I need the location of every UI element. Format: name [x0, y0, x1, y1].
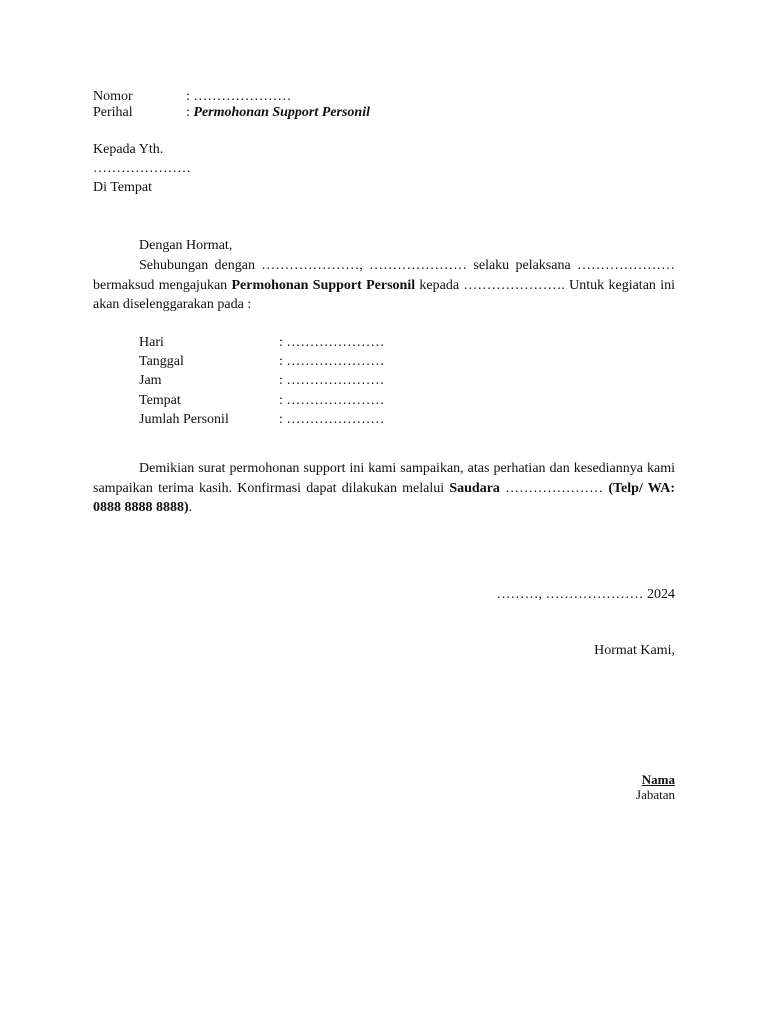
detail-label-jumlah-personil: Jumlah Personil — [139, 412, 229, 427]
detail-value-jam: : ………………… — [279, 373, 385, 388]
detail-value-jumlah-personil: : ………………… — [279, 412, 385, 427]
nomor-label: Nomor — [93, 89, 133, 104]
intro-bold: Permohonan Support Personil — [231, 277, 416, 293]
salutation: Dengan Hormat, — [139, 238, 233, 253]
date-line: ………, ………………… 2024 — [496, 587, 675, 602]
signatory-title: Jabatan — [636, 787, 675, 802]
signatory-name: Nama — [641, 772, 675, 787]
recipient-line-2: ………………… — [93, 161, 191, 176]
perihal-colon: : — [186, 105, 194, 120]
detail-label-hari: Hari — [139, 335, 164, 350]
detail-label-jam: Jam — [139, 373, 162, 388]
closing-bold-contact: (Telp/ WA: 0888 8888 8888) — [93, 480, 676, 515]
perihal-field — [186, 104, 370, 121]
closing-paragraph — [93, 459, 675, 518]
detail-label-tanggal: Tanggal — [139, 354, 184, 369]
closing-text-2: ………………… — [499, 480, 609, 496]
detail-value-tanggal: : ………………… — [279, 354, 385, 369]
closing-text-1: Demikian surat permohonan support ini kami sampaikan, atas perhatian dan kesediannya kami sampaikan terima kasih. Konfirmasi dapat dilakukan melalui — [93, 461, 675, 496]
intro-text-2: kepada …………………. Untuk kegiatan ini akan diselenggarakan pada : — [93, 277, 675, 312]
detail-value-tempat: : ………………… — [279, 393, 385, 408]
recipient-line-1: Kepada Yth. — [93, 142, 164, 157]
perihal-label: Perihal — [93, 105, 133, 120]
intro-paragraph — [93, 256, 675, 315]
detail-label-tempat: Tempat — [139, 393, 181, 408]
nomor-value: : ………………… — [186, 89, 292, 104]
intro-text-1: Sehubungan dengan …………………, ………………… selaku pelaksana ………………… bermaksud mengajukan — [93, 258, 675, 293]
perihal-value: Permohonan Support Personil — [193, 105, 370, 120]
regards: Hormat Kami, — [594, 643, 675, 658]
detail-value-hari: : ………………… — [279, 335, 385, 350]
recipient-line-3: Di Tempat — [93, 180, 153, 195]
closing-text-3: . — [188, 500, 193, 515]
closing-bold-saudara: Saudara — [449, 480, 500, 496]
